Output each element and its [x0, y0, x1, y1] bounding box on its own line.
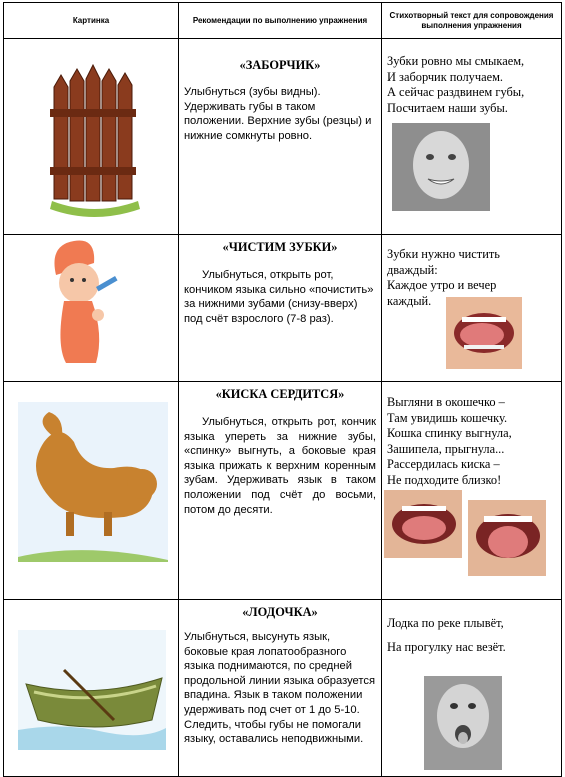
header-picture: Картинка [4, 3, 179, 39]
exercise-text: Улыбнуться, высунуть язык, боковые края лопатообразного языка поднимаются, по средней продольной линии языка образуется впадина. Язык в таком положении удерживать под счет от 1 до 5-10. Следить, чтобы губы не помогали языку, оставались неподвижными. [184, 631, 376, 746]
poem-cell [382, 39, 562, 235]
poem-cell [382, 382, 562, 600]
poem-line: каждый. [387, 293, 432, 308]
exercise-title: «ЧИСТИМ ЗУБКИ» [222, 240, 338, 254]
picture-cell [4, 382, 179, 600]
picture-cell [4, 39, 179, 235]
poem-line: Рассердилась киска – [387, 457, 500, 472]
table-row [4, 39, 562, 235]
poem-line: Кошка спинку выгнула, [387, 426, 512, 441]
picture-cell [4, 600, 179, 777]
recommendation-cell [179, 382, 382, 600]
exercise-title: «ЗАБОРЧИК» [239, 58, 321, 72]
table-row [4, 600, 562, 777]
poem-line: Каждое утро и вечер [387, 278, 497, 293]
angry-cat-picture [4, 382, 179, 599]
poem-line: И заборчик получаем. [387, 69, 504, 84]
poem-line: Там увидишь кошечку. [387, 410, 508, 425]
exercise-table [3, 2, 562, 777]
poem-line: Не подходите близко! [387, 472, 502, 487]
poem-line: Выгляни в окошечко – [387, 395, 505, 409]
exercise-text: Улыбнуться, открыть рот, кончиком языка сильно «почистить» за нижними зубами (снизу-вверх) под счёт взрослого (7-8 раз). [184, 269, 374, 325]
poem-line: Лодка по реке плывёт, [387, 616, 504, 630]
exercise-text: Улыбнуться (зубы видны). Удерживать губы в таком положении. Верхние зубы (резцы) и нижние сомкнуты ровно. [184, 86, 372, 142]
mouth-photos [384, 490, 462, 558]
picture-cell [4, 235, 179, 382]
mouth-photo-second [468, 500, 546, 576]
exercise-text: Улыбнуться, открыть рот, кончик языка упереть за нижние зубы, «спинку» выгнуть, а боковые края языка прижать к верхним коренным зубам. Удерживать язык в таком положении под счёт до восьми, потом до десяти. [184, 416, 376, 516]
mouth-tongue-photo [446, 297, 522, 369]
poem-line: Зашипела, прыгнула... [387, 441, 505, 456]
table-header-row [4, 3, 562, 39]
poem-line: А сейчас раздвинем губы, [387, 85, 525, 100]
girl-smiling-photo [392, 123, 490, 211]
header-recommendations: Рекомендации по выполнению упражнения [179, 3, 382, 39]
fence-picture [4, 39, 179, 234]
exercise-title: «КИСКА СЕРДИТСЯ» [215, 387, 345, 401]
boy-tongue-photo [424, 676, 502, 770]
poem-cell [382, 600, 562, 777]
recommendation-cell [179, 39, 382, 235]
poem-line: Зубки нужно чистить [387, 247, 500, 261]
exercise-title: «ЛОДОЧКА» [242, 605, 318, 619]
poem-line: Посчитаем наши зубы. [387, 100, 508, 115]
header-poem: Стихотворный текст для сопровождения выполнения упражнения [382, 3, 562, 39]
table-row [4, 382, 562, 600]
boat-picture [4, 600, 179, 776]
poem-line: дваждый: [387, 262, 438, 277]
poem-line: Зубки ровно мы смыкаем, [387, 54, 525, 68]
poem-cell [382, 235, 562, 382]
poem-line: На прогулку нас везёт. [387, 639, 506, 654]
recommendation-cell [179, 235, 382, 382]
recommendation-cell [179, 600, 382, 777]
table-row [4, 235, 562, 382]
gnome-with-toothbrush-picture [4, 235, 179, 381]
